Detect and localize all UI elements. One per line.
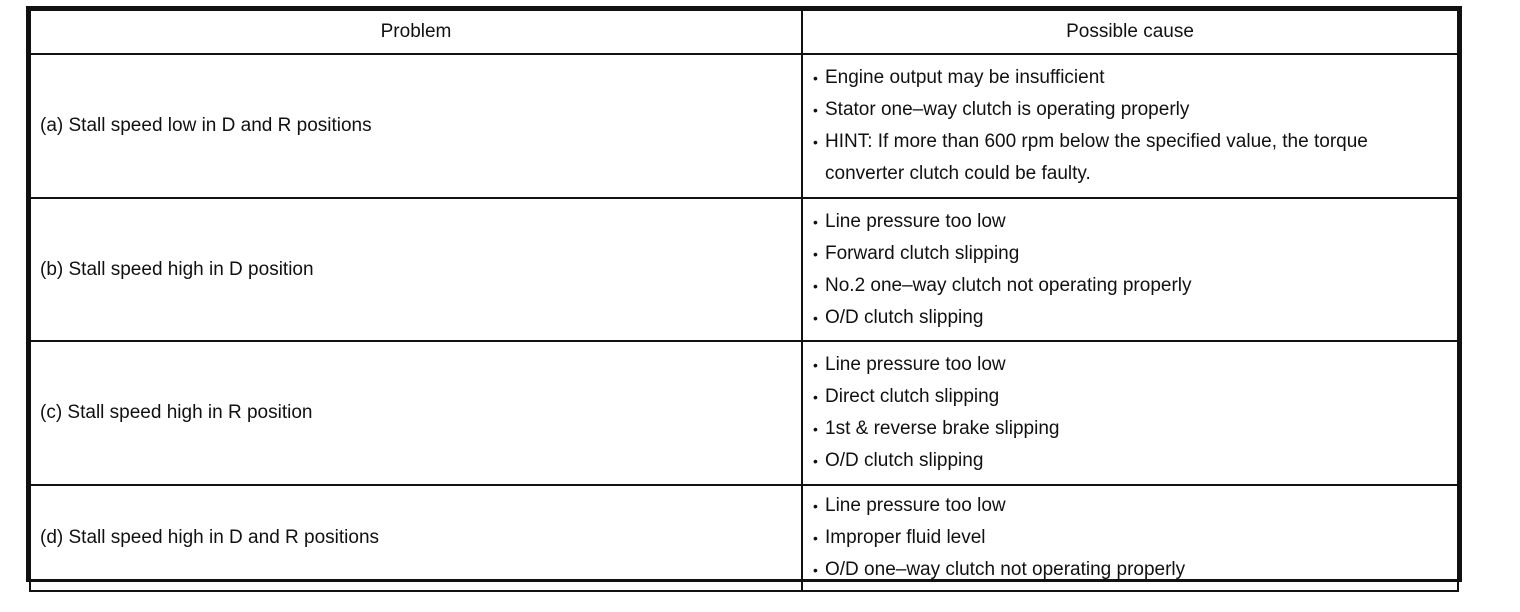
cause-text: O/D clutch slipping [825,306,984,328]
cause-text: Stator one–way clutch is operating properly [825,99,1190,120]
table-row [30,54,1458,198]
cause-item [813,238,1449,270]
cause-text: Forward clutch slipping [825,242,1020,264]
bullet-icon: • [813,277,818,294]
cause-cell [802,341,1458,485]
cause-list [813,206,1449,334]
cause-item [813,302,1449,334]
bullet-icon: • [813,134,818,150]
cause-item [813,126,1449,190]
header-possible-cause: Possible cause [802,10,1458,54]
cause-item [813,522,1449,554]
cause-list [813,349,1449,477]
cause-text: 1st & reverse brake slipping [825,418,1060,439]
cause-item [813,349,1449,381]
problem-cell: (a) Stall speed low in D and R positions [30,54,802,198]
cause-item [813,413,1449,445]
bullet-icon: • [813,498,818,514]
table-row [30,341,1458,485]
bullet-icon: • [813,389,818,405]
stall-test-table [26,6,1462,582]
cause-text: Line pressure too low [825,210,1006,232]
bullet-icon: • [813,213,818,230]
troubleshooting-table [29,9,1459,592]
header-row [30,10,1458,54]
cause-text: O/D clutch slipping [825,450,984,471]
cause-cell [802,485,1458,591]
cause-text: Improper fluid level [825,527,986,548]
table-row [30,485,1458,591]
cause-cell [802,54,1458,198]
cause-item [813,381,1449,413]
cause-item [813,206,1449,238]
bullet-icon: • [813,562,818,578]
cause-list [813,490,1449,586]
cause-item [813,490,1449,522]
bullet-icon: • [813,421,818,437]
cause-item [813,554,1449,586]
problem-cell: (b) Stall speed high in D position [30,198,802,341]
cause-text: O/D one–way clutch not operating properly [825,559,1186,580]
cause-text: No.2 one–way clutch not operating properly [825,274,1192,296]
cause-text: Line pressure too low [825,495,1006,516]
bullet-icon: • [813,453,818,469]
cause-text: HINT: If more than 600 rpm below the specified value, the torque converter clutch could be faulty. [825,131,1368,184]
bullet-icon: • [813,70,818,86]
table-row [30,198,1458,341]
cause-cell [802,198,1458,341]
cause-item [813,62,1449,94]
cause-text: Engine output may be insufficient [825,67,1105,88]
bullet-icon: • [813,530,818,546]
cause-item [813,270,1449,302]
cause-text: Direct clutch slipping [825,386,1000,407]
cause-item [813,94,1449,126]
cause-list [813,62,1449,190]
bullet-icon: • [813,102,818,118]
problem-cell: (d) Stall speed high in D and R positions [30,485,802,591]
bullet-icon: • [813,245,818,262]
cause-text: Line pressure too low [825,354,1006,375]
bullet-icon: • [813,357,818,373]
header-problem: Problem [30,10,802,54]
problem-cell: (c) Stall speed high in R position [30,341,802,485]
cause-item [813,445,1449,477]
bullet-icon: • [813,309,818,326]
